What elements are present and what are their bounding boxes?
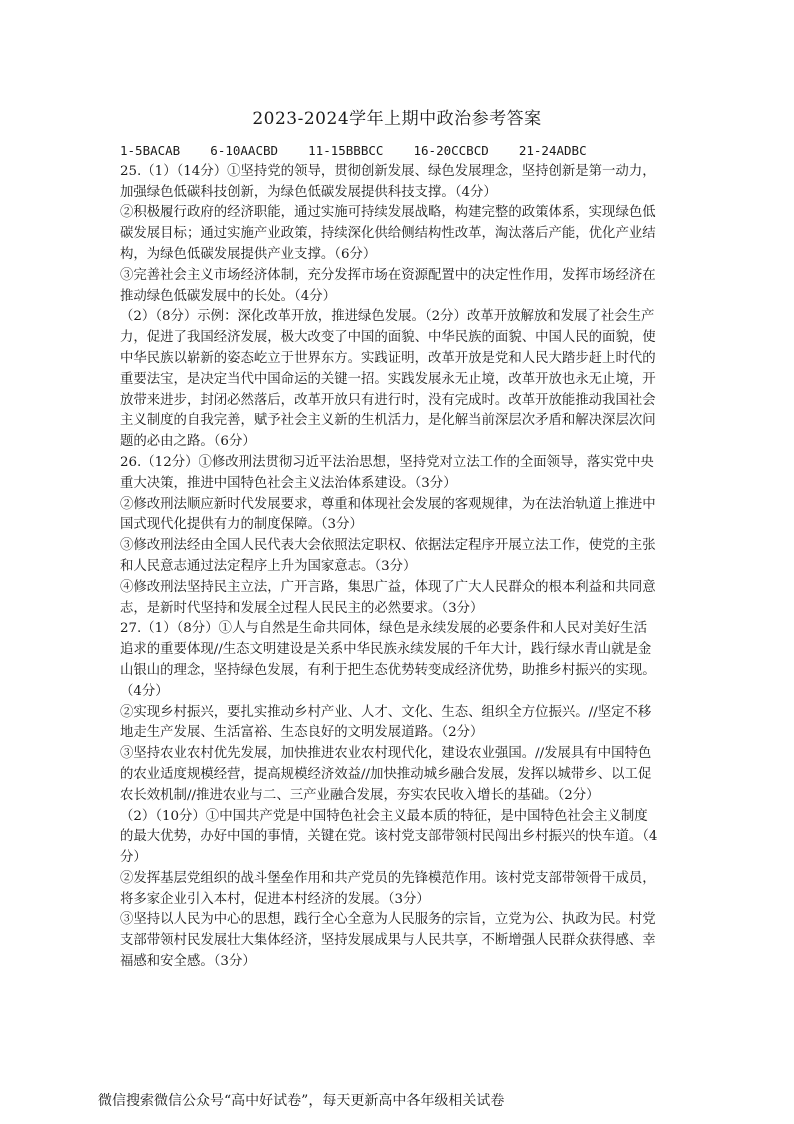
- answer-line: （2）（8分）示例：深化改革开放，推进绿色发展。（2分）改革开放解放和发展了社会生产: [120, 309, 655, 325]
- answer-line: 力，促进了我国经济发展，极大改变了中国的面貌、中华民族的面貌、中国人民的面貌，使: [120, 330, 656, 346]
- answer-line: ②修改刑法顺应新时代发展要求，尊重和体现社会发展的客观规律，为在法治轨道上推进中: [120, 496, 656, 512]
- answer-line: 推动绿色低碳发展中的长处。（4分）: [120, 288, 337, 304]
- answer-line: 和人民意志通过法定程序上升为国家意志。（3分）: [120, 558, 417, 574]
- answer-line: 山银山的理念，坚持绿色发展，有利于把生态优势转变成经济优势，助推乡村振兴的实现。: [120, 662, 656, 678]
- answer-line: 27.（1）（8分）①人与自然是生命共同体，绿色是永续发展的必要条件和人民对美好生活: [120, 621, 648, 637]
- answer-line: ③坚持农业农村优先发展，加快推进农业农村现代化，建设农业强国。//发展具有中国特色: [120, 746, 652, 762]
- answer-line: ③完善社会主义市场经济体制，充分发挥市场在资源配置中的决定性作用，发挥市场经济在: [120, 267, 656, 283]
- answer-line: 追求的重要体现//生态文明建设是关系中华民族永续发展的千年大计，践行绿水青山就是金: [120, 642, 652, 658]
- answer-line: 26.（12分）①修改刑法贯彻习近平法治思想，坚持党对立法工作的全面领导，落实党中央: [120, 454, 654, 470]
- answer-body: [120, 141, 685, 973]
- answer-line: 的最大优势，办好中国的事情，关键在党。该村党支部带领村民闯出乡村振兴的快车道。（4: [120, 829, 658, 845]
- answer-line: 福感和安全感。（3分）: [120, 954, 256, 970]
- answer-line: （2）（10分）①中国共产党是中国特色社会主义最本质的特征，是中国特色社会主义制度: [120, 808, 648, 824]
- page-title: 2023-2024学年上期中政治参考答案: [252, 109, 542, 129]
- footer-note: 微信搜索微信公众号“高中好试卷”，每天更新高中各年级相关试卷: [98, 1093, 505, 1109]
- multiple-choice-answers: 1-5BACAB 6-10AACBD 11-15BBBCC 16-20CCBCD 21-24ADBC: [120, 143, 587, 158]
- answer-line: 加强绿色低碳科技创新，为绿色低碳发展提供科技支撑。（4分）: [120, 184, 497, 200]
- answer-line: ②实现乡村振兴，要扎实推动乡村产业、人才、文化、生态、组织全方位振兴。//坚定不移: [120, 704, 652, 720]
- answer-line: 题的必由之路。（6分）: [120, 434, 256, 450]
- answer-line: 碳发展目标；通过实施产业政策，持续深化供给侧结构性改革，淘汰落后产能，优化产业结: [120, 226, 656, 242]
- answer-line: 志，是新时代坚持和发展全过程人民民主的必然要求。（3分）: [120, 600, 484, 616]
- answer-line: 重要法宝，是决定当代中国命运的关键一招。实践发展永无止境，改革开放也永无止境，开: [120, 371, 656, 387]
- answer-line: 国式现代化提供有力的制度保障。（3分）: [120, 517, 363, 533]
- answer-line: 放带来进步，封闭必然落后，改革开放只有进行时，没有完成时。改革开放能推动我国社会: [120, 392, 656, 408]
- answer-line: 农长效机制//推进农业与二、三产业融合发展，夯实农民收入增长的基础。（2分）: [120, 787, 600, 803]
- answer-line: ③修改刑法经由全国人民代表大会依照法定职权、依据法定程序开展立法工作，使党的主张: [120, 538, 656, 554]
- answer-line: 主义制度的自我完善，赋予社会主义新的生机活力，是化解当前深层次矛盾和解决深层次问: [120, 413, 656, 429]
- answer-line: 重大决策，推进中国特色社会主义法治体系建设。（3分）: [120, 475, 457, 491]
- answer-line: ②发挥基层党组织的战斗堡垒作用和共产党员的先锋模范作用。该村党支部带领骨干成员，: [120, 870, 656, 886]
- answer-line: 将多家企业引入本村，促进本村经济的发展。（3分）: [120, 891, 430, 907]
- answer-line: ③坚持以人民为中心的思想，践行全心全意为人民服务的宗旨，立党为公、执政为民。村党: [120, 912, 656, 928]
- answer-line: ④修改刑法坚持民主立法，广开言路，集思广益，体现了广大人民群众的根本利益和共同意: [120, 579, 656, 595]
- answer-line: 25.（1）（14分）①坚持党的领导，贯彻创新发展、绿色发展理念，坚持创新是第一动力，: [120, 163, 656, 179]
- answer-line: 构，为绿色低碳发展提供产业支撑。（6分）: [120, 246, 377, 262]
- answer-line: 支部带领村民发展壮大集体经济，坚持发展成果与人民共享，不断增强人民群众获得感、幸: [120, 933, 656, 949]
- answer-line: 的农业适度规模经营，提高规模经济效益//加快推动城乡融合发展，发挥以城带乡、以工促: [120, 766, 652, 782]
- answer-line: （4分）: [120, 683, 169, 699]
- answer-line: 分）: [120, 850, 147, 866]
- answer-line: 中华民族以崭新的姿态屹立于世界东方。实践证明，改革开放是党和人民大踏步赶上时代的: [120, 350, 656, 366]
- answer-line: ②积极履行政府的经济职能，通过实施可持续发展战略，构建完整的政策体系，实现绿色低: [120, 205, 656, 221]
- answer-line: 地走生产发展、生活富裕、生态良好的文明发展道路。（2分）: [120, 725, 484, 741]
